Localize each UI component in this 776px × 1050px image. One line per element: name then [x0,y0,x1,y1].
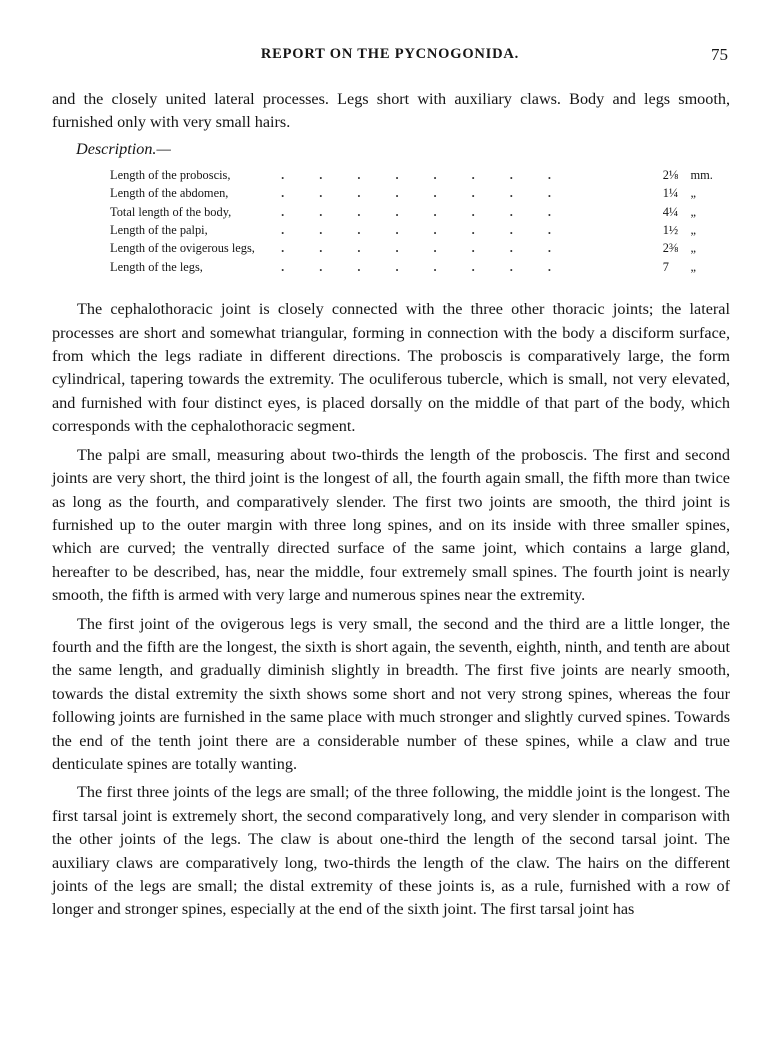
measurements-table [110,166,730,276]
leader-dots: ........ [281,241,586,256]
measurement-label: Length of the ovigerous legs, [110,241,255,256]
description-heading: Description.— [76,139,171,158]
running-head [52,46,728,70]
body-paragraph: The cephalothoracic joint is closely connected with the three other thoracic joints; the lateral processes are short and somewhat triangular, forming in connection with the body a disciform surface, from which the legs radiate in different directions. The proboscis is comparatively large, the form cylindrical, tapering towards the extremity. The oculiferous tubercle, which is small, not very elevated, and furnished with four distinct eyes, is placed dorsally on the middle of that part of the body, which corresponds with the cephalothoracic segment. [52,300,730,436]
measurement-row [110,221,730,239]
measurement-unit: „ [690,223,697,238]
measurement-label: Length of the abdomen, [110,186,229,201]
measurement-unit: mm. [690,167,713,182]
measurement-unit: „ [690,259,697,274]
measurement-row [110,166,730,184]
measurement-value: 1¼ [662,186,679,201]
leader-dots: ........ [281,186,586,201]
body-text [52,88,730,922]
measurement-value: 7 [662,259,669,274]
leader-dots: ........ [281,204,586,219]
page-number: 75 [711,45,728,64]
measurement-unit: „ [690,186,697,201]
measurement-unit: „ [690,204,697,219]
measurement-value: 1½ [662,223,679,238]
measurement-row [110,258,730,276]
leader-dots: ........ [281,259,586,274]
measurement-label: Total length of the body, [110,204,232,219]
measurement-label: Length of the legs, [110,259,203,274]
measurement-row [110,239,730,257]
measurement-value: 4¼ [662,204,679,219]
measurement-unit: „ [690,241,697,256]
measurement-row [110,184,730,202]
measurement-value: 2⅜ [662,241,679,256]
body-paragraph: The first joint of the ovigerous legs is very small, the second and the third are a little longer, the fourth and the fifth are the longest, the sixth is short again, the seventh, eighth, ninth, and tenth are about the same length, and gradually diminish slightly in breadth. The first five joints are nearly smooth, towards the distal extremity the sixth shows some short and not very strong spines, whereas the four following joints are furnished in the same place with much stronger and slightly curved spines. Towards the end of the tenth joint there are a considerable number of these spines, while a claw and true denticulate spines are totally wanting. [52,614,730,773]
measurement-value: 2⅛ [662,167,679,182]
measurement-label: Length of the palpi, [110,223,208,238]
leader-dots: ........ [281,167,586,182]
body-paragraph: The first three joints of the legs are small; of the three following, the middle joint is the longest. The first tarsal joint is extremely short, the second comparatively long, and very slender in comparison with the other joints of the legs. The claw is about one-third the length of the second tarsal joint. The auxiliary claws are comparatively long, two-thirds the length of the claw. The hairs on the different joints of the legs are small; the distal extremity of these joints is, as a rule, furnished with a row of longer and stronger spines, especially at the end of the sixth joint. The first tarsal joint has [52,783,730,919]
leader-dots: ........ [281,223,586,238]
running-title: REPORT ON THE PYCNOGONIDA. [260,46,520,62]
body-paragraph: The palpi are small, measuring about two-thirds the length of the proboscis. The first and second joints are very short, the third joint is the longest of all, the fourth again small, the fifth more than twice as long as the fourth, and comparatively slender. The first two joints are smooth, the third joint is furnished up to the outer margin with three long spines, and on its inside with three smaller spines, which are curved; the ventrally directed surface of the same joint, which contains a large gland, hereafter to be described, has, near the middle, four extremely small spines. The fourth joint is nearly smooth, the fifth is armed with very large and numerous spines near the extremity. [52,445,730,605]
intro-paragraph: and the closely united lateral processes. Legs short with auxiliary claws. Body and legs smooth, furnished only with very small hairs. [52,90,730,132]
measurement-row [110,203,730,221]
measurement-label: Length of the proboscis, [110,167,231,182]
